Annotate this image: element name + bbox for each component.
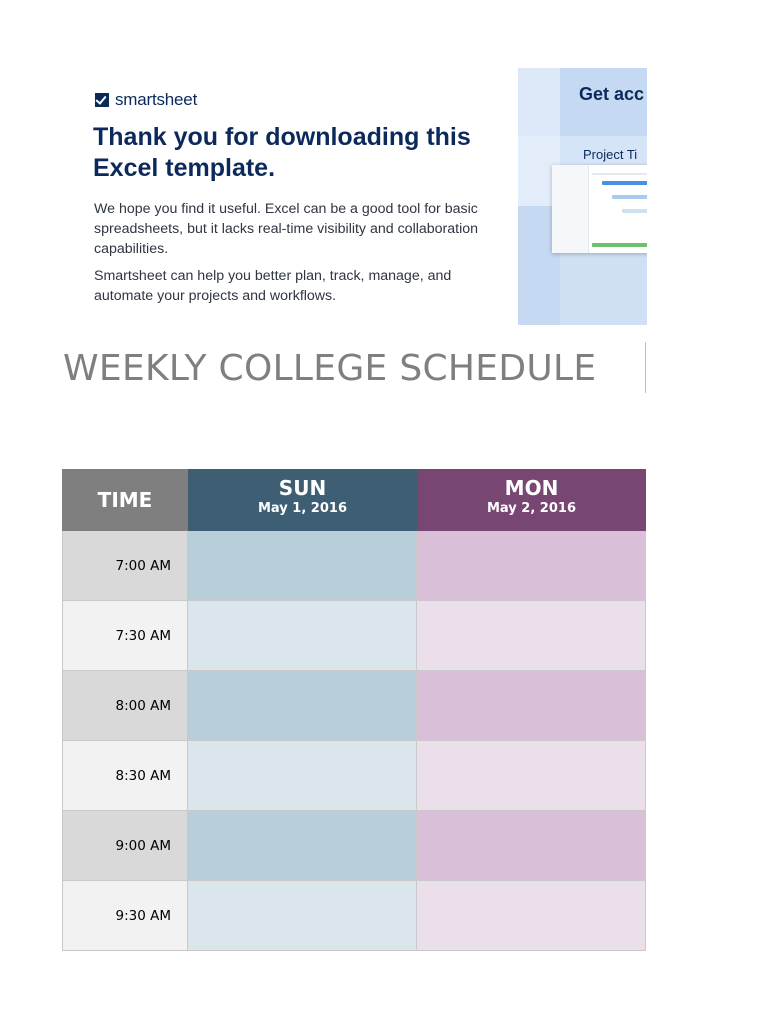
sun-slot-cell[interactable] <box>188 881 417 951</box>
day-name: SUN <box>278 476 327 500</box>
sun-slot-cell[interactable] <box>188 601 417 671</box>
time-header: TIME <box>62 469 188 531</box>
promo-tile <box>560 253 647 325</box>
time-cell[interactable]: 9:30 AM <box>62 881 188 951</box>
schedule-row <box>62 881 646 951</box>
gantt-task-column <box>552 165 589 253</box>
gantt-bar <box>602 181 647 185</box>
schedule-row <box>62 601 646 671</box>
page-title: WEEKLY COLLEGE SCHEDULE <box>63 348 597 389</box>
mon-slot-cell[interactable] <box>417 531 646 601</box>
day-date: May 1, 2016 <box>257 501 347 516</box>
banner-paragraph-2: Smartsheet can help you better plan, track, manage, and automate your projects and workflows. <box>94 268 452 304</box>
schedule-row <box>62 531 646 601</box>
day-name: MON <box>504 476 559 500</box>
sun-slot-cell[interactable] <box>188 741 417 811</box>
mon-slot-cell[interactable] <box>417 601 646 671</box>
gantt-bar <box>592 243 647 247</box>
mon-slot-cell[interactable] <box>417 741 646 811</box>
divider <box>645 342 646 393</box>
schedule-row <box>62 741 646 811</box>
banner-headline: Thank you for downloading this Excel template. <box>93 123 471 182</box>
time-cell[interactable]: 9:00 AM <box>62 811 188 881</box>
sun-slot-cell[interactable] <box>188 531 417 601</box>
sun-slot-cell[interactable] <box>188 811 417 881</box>
promo-subtitle: Project Ti <box>583 147 638 162</box>
smartsheet-banner[interactable] <box>63 68 647 325</box>
smartsheet-logo <box>95 90 197 110</box>
gantt-bar <box>612 195 647 199</box>
day-header-sun <box>188 469 417 531</box>
schedule-row <box>62 671 646 741</box>
mon-slot-cell[interactable] <box>417 811 646 881</box>
time-cell[interactable]: 8:00 AM <box>62 671 188 741</box>
smartsheet-check-icon <box>95 93 109 107</box>
mon-slot-cell[interactable] <box>417 671 646 741</box>
gantt-row-line <box>592 173 647 175</box>
time-cell[interactable]: 7:30 AM <box>62 601 188 671</box>
brand-name: smartsheet <box>115 90 198 109</box>
sun-slot-cell[interactable] <box>188 671 417 741</box>
promo-tile <box>518 68 560 136</box>
time-cell[interactable]: 7:00 AM <box>62 531 188 601</box>
day-date: May 2, 2016 <box>486 501 576 516</box>
gantt-bar <box>622 209 647 213</box>
promo-title: Get acc <box>579 84 645 104</box>
gantt-preview-image <box>552 165 647 253</box>
promo-panel[interactable] <box>518 68 647 325</box>
banner-paragraph-1: We hope you find it useful. Excel can be a good tool for basic spreadsheets, but it lacks real-time visibility and collaboration capabilities. <box>94 201 479 257</box>
mon-slot-cell[interactable] <box>417 881 646 951</box>
schedule-row <box>62 811 646 881</box>
day-header-mon <box>417 469 646 531</box>
time-cell[interactable]: 8:30 AM <box>62 741 188 811</box>
